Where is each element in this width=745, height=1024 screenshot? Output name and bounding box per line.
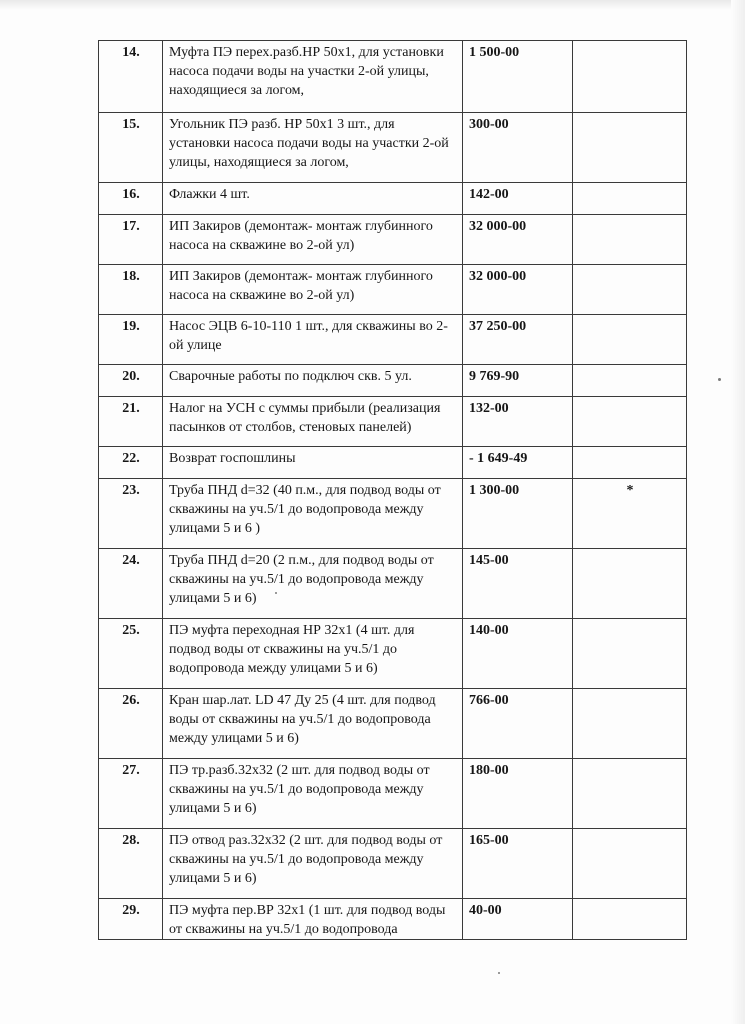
- table-row: [99, 265, 687, 315]
- scan-edge-top: [0, 0, 745, 10]
- table-row: [99, 365, 687, 397]
- row-note: [573, 549, 687, 619]
- row-number: 27.: [99, 759, 163, 829]
- row-number: 15.: [99, 113, 163, 183]
- row-description: Флажки 4 шт.: [163, 183, 463, 215]
- row-number: 28.: [99, 829, 163, 899]
- row-note: [573, 397, 687, 447]
- row-number: 20.: [99, 365, 163, 397]
- row-amount: 40-00: [463, 899, 573, 940]
- row-note: [573, 265, 687, 315]
- expense-table: [98, 40, 687, 940]
- table-row: [99, 41, 687, 113]
- row-description: ПЭ тр.разб.32х32 (2 шт. для подвод воды от скважины на уч.5/1 до водопровода между улицами 5 и 6): [163, 759, 463, 829]
- row-description: ИП Закиров (демонтаж- монтаж глубинного насоса на скважине во 2-ой ул): [163, 265, 463, 315]
- row-description: Насос ЭЦВ 6-10-110 1 шт., для скважины во 2-ой улице: [163, 315, 463, 365]
- row-amount: 1 300-00: [463, 479, 573, 549]
- row-description: ПЭ отвод раз.32х32 (2 шт. для подвод воды от скважины на уч.5/1 до водопровода между улицами 5 и 6): [163, 829, 463, 899]
- row-number: 19.: [99, 315, 163, 365]
- row-description: Угольник ПЭ разб. НР 50х1 3 шт., для установки насоса подачи воды на участки 2-ой улицы, находящиеся за логом,: [163, 113, 463, 183]
- table-row: [99, 479, 687, 549]
- row-note: [573, 619, 687, 689]
- row-note: [573, 689, 687, 759]
- row-note: [573, 215, 687, 265]
- scan-speck: [718, 378, 721, 381]
- row-amount: 766-00: [463, 689, 573, 759]
- row-number: 14.: [99, 41, 163, 113]
- table-row: [99, 397, 687, 447]
- row-amount: 32 000-00: [463, 215, 573, 265]
- table-row: [99, 183, 687, 215]
- row-description: Муфта ПЭ перех.разб.НР 50х1, для установки насоса подачи воды на участки 2-ой улицы, находящиеся за логом,: [163, 41, 463, 113]
- row-number: 26.: [99, 689, 163, 759]
- row-amount: 142-00: [463, 183, 573, 215]
- row-amount: 32 000-00: [463, 265, 573, 315]
- row-description: ИП Закиров (демонтаж- монтаж глубинного насоса на скважине во 2-ой ул): [163, 215, 463, 265]
- table-row: [99, 113, 687, 183]
- row-number: 25.: [99, 619, 163, 689]
- row-description: ПЭ муфта пер.ВР 32х1 (1 шт. для подвод воды от скважины на уч.5/1 до водопровода: [163, 899, 463, 940]
- row-description: Труба ПНД d=32 (40 п.м., для подвод воды от скважины на уч.5/1 до водопровода между улицами 5 и 6 ): [163, 479, 463, 549]
- row-number: 21.: [99, 397, 163, 447]
- table-row: [99, 315, 687, 365]
- row-number: 29.: [99, 899, 163, 940]
- row-note: [573, 829, 687, 899]
- expense-table-body: [99, 41, 687, 940]
- table-row: [99, 447, 687, 479]
- row-number: 22.: [99, 447, 163, 479]
- row-note: [573, 315, 687, 365]
- row-amount: 140-00: [463, 619, 573, 689]
- row-note: [573, 113, 687, 183]
- row-amount: 180-00: [463, 759, 573, 829]
- scan-speck: [498, 972, 500, 974]
- table-row: [99, 899, 687, 940]
- row-number: 16.: [99, 183, 163, 215]
- row-amount: 1 500-00: [463, 41, 573, 113]
- row-description: Налог на УСН с суммы прибыли (реализация пасынков от столбов, стеновых панелей): [163, 397, 463, 447]
- table-row: [99, 829, 687, 899]
- row-note: [573, 759, 687, 829]
- row-number: 23.: [99, 479, 163, 549]
- row-number: 17.: [99, 215, 163, 265]
- table-row: [99, 215, 687, 265]
- table-row: [99, 549, 687, 619]
- row-amount: - 1 649-49: [463, 447, 573, 479]
- row-note: [573, 183, 687, 215]
- row-amount: 9 769-90: [463, 365, 573, 397]
- row-amount: 37 250-00: [463, 315, 573, 365]
- row-amount: 145-00: [463, 549, 573, 619]
- row-description: Сварочные работы по подключ скв. 5 ул.: [163, 365, 463, 397]
- row-number: 24.: [99, 549, 163, 619]
- row-description: Кран шар.лат. LD 47 Ду 25 (4 шт. для подвод воды от скважины на уч.5/1 до водопровода между улицами 5 и 6): [163, 689, 463, 759]
- table-row: [99, 689, 687, 759]
- row-note: *: [573, 479, 687, 549]
- row-note: [573, 41, 687, 113]
- table-row: [99, 619, 687, 689]
- row-description: ПЭ муфта переходная НР 32х1 (4 шт. для подвод воды от скважины на уч.5/1 до водопровода между улицами 5 и 6): [163, 619, 463, 689]
- row-note: [573, 365, 687, 397]
- row-amount: 165-00: [463, 829, 573, 899]
- row-amount: 300-00: [463, 113, 573, 183]
- row-note: [573, 447, 687, 479]
- row-number: 18.: [99, 265, 163, 315]
- row-description: Возврат госпошлины: [163, 447, 463, 479]
- row-note: [573, 899, 687, 940]
- table-row: [99, 759, 687, 829]
- row-amount: 132-00: [463, 397, 573, 447]
- scan-edge-right: [731, 0, 745, 1024]
- row-description: Труба ПНД d=20 (2 п.м., для подвод воды от скважины на уч.5/1 до водопровода между улицами 5 и 6): [163, 549, 463, 619]
